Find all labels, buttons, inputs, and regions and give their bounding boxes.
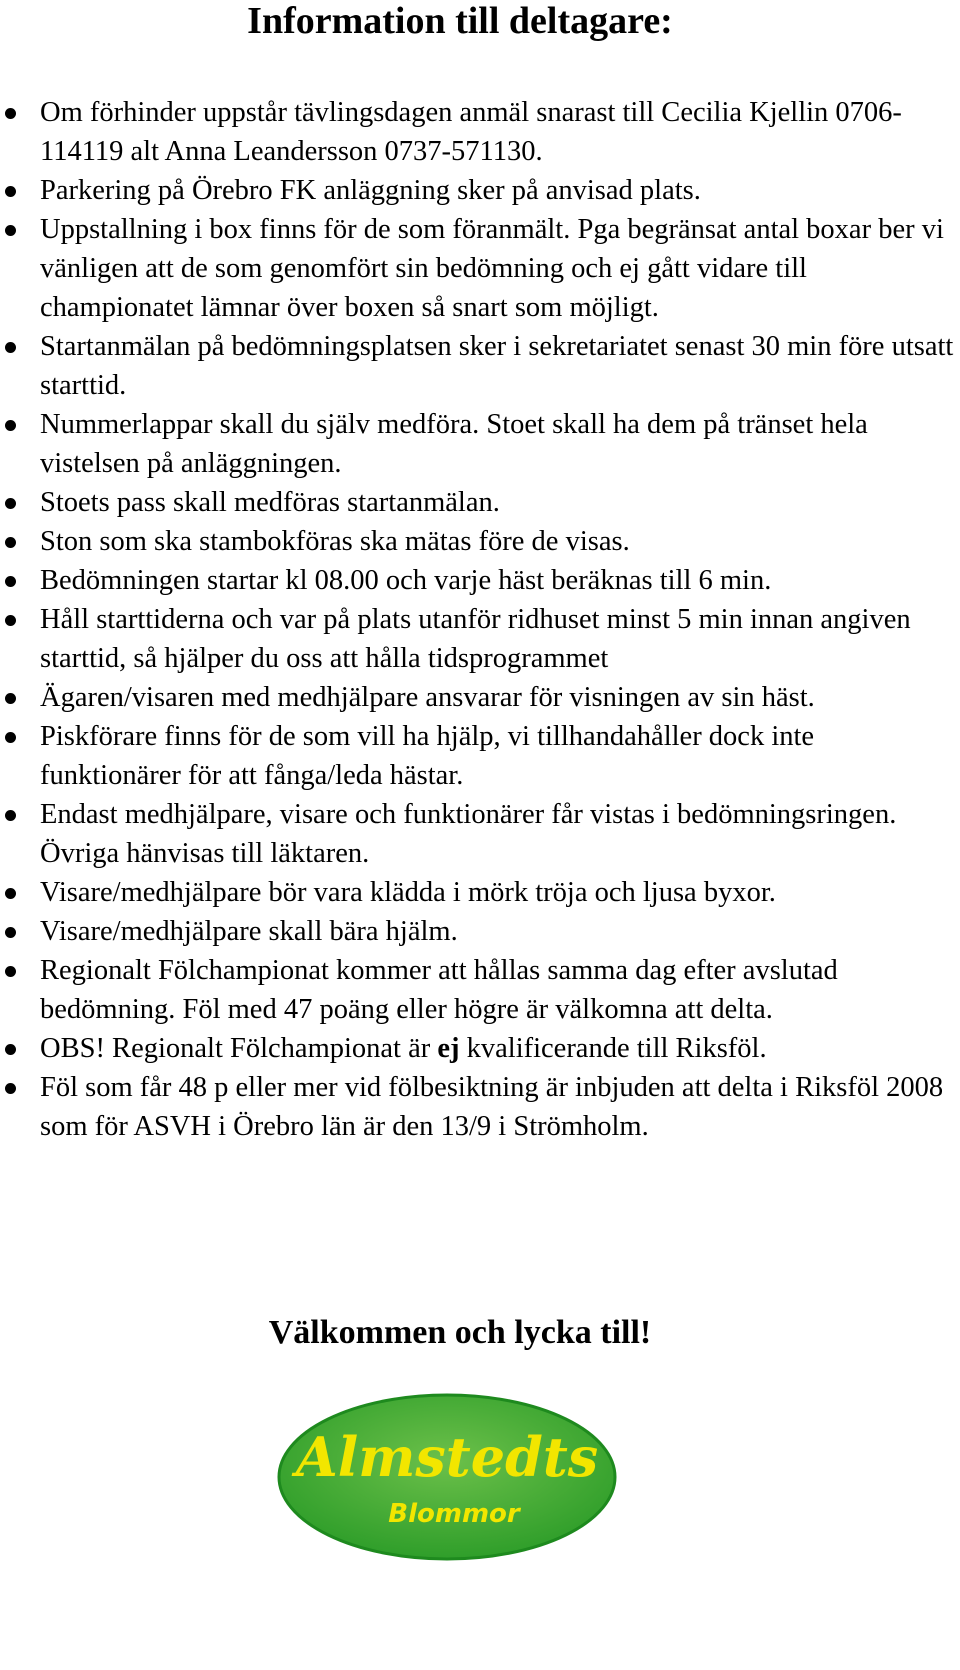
list-item-text-part: Nummerlappar skall du själv medföra. Stoet skall ha dem på tränset hela vistelsen på anläggningen. [40, 409, 868, 479]
info-list [0, 93, 960, 1146]
closing-message: Välkommen och lycka till! [268, 1314, 652, 1351]
list-item-text-part: Om förhinder uppstår tävlingsdagen anmäl snarast till Cecilia Kjellin 0706-114119 alt Anna Leandersson 0737-571130. [40, 97, 902, 167]
list-item-text-part: Föl som får 48 p eller mer vid fölbesiktning är inbjuden att delta i Riksföl 2008 som för ASVH i Örebro län är den 13/9 i Strömholm. [40, 1072, 944, 1142]
bullet-icon [5, 1044, 16, 1055]
list-item-emphasis: ej [437, 1033, 460, 1064]
logo-graphic [276, 1392, 618, 1562]
page-title: Information till deltagare: [247, 0, 673, 42]
list-item [0, 873, 960, 912]
list-item [0, 405, 960, 483]
list-item [0, 717, 960, 795]
list-item-text [40, 682, 815, 713]
list-item-text [40, 175, 701, 206]
bullet-icon [5, 342, 16, 353]
list-item-text [40, 409, 868, 479]
list-item [0, 483, 960, 522]
list-item-text-part: Ägaren/visaren med medhjälpare ansvarar för visningen av sin häst. [40, 682, 815, 713]
logo-subtitle: Blommor [388, 1499, 520, 1529]
list-item-text-part: Endast medhjälpare, visare och funktionärer får vistas i bedömningsringen. Övriga hänvisas till läktaren. [40, 799, 897, 869]
list-item [0, 951, 960, 1029]
list-item-text-part: Ston som ska stambokföras ska mätas före de visas. [40, 526, 630, 557]
list-item-text [40, 331, 953, 401]
bullet-icon [5, 888, 16, 899]
list-item-text [40, 721, 814, 791]
list-item-text [40, 565, 771, 596]
list-item [0, 1068, 960, 1146]
list-item-text [40, 214, 944, 323]
list-item [0, 171, 960, 210]
bullet-icon [5, 966, 16, 977]
list-item-text-part: Startanmälan på bedömningsplatsen sker i sekretariatet senast 30 min före utsatt starttid. [40, 331, 954, 401]
bullet-icon [5, 108, 16, 119]
bullet-icon [5, 498, 16, 509]
bullet-icon [5, 732, 16, 743]
list-item-text [40, 799, 896, 869]
bullet-icon [5, 420, 16, 431]
bullet-icon [5, 186, 16, 197]
bullet-icon [5, 225, 16, 236]
list-item-text-part: Stoets pass skall medföras startanmälan. [40, 487, 500, 518]
list-item [0, 912, 960, 951]
list-item-text [40, 97, 902, 167]
list-item [0, 210, 960, 327]
list-item [0, 795, 960, 873]
bullet-icon [5, 537, 16, 548]
list-item-text [40, 1033, 767, 1064]
bullet-icon [5, 615, 16, 626]
list-item-text [40, 955, 838, 1025]
list-item [0, 678, 960, 717]
list-item-text-part: Piskförare finns för de som vill ha hjälp, vi tillhandahåller dock inte funktionärer för att fånga/leda hästar. [40, 721, 815, 791]
list-item-text-part: Visare/medhjälpare bör vara klädda i mörk tröja och ljusa byxor. [40, 877, 776, 908]
list-item [0, 327, 960, 405]
list-item-text [40, 877, 776, 908]
list-item-text-part: Parkering på Örebro FK anläggning sker på anvisad plats. [40, 175, 701, 206]
list-item [0, 1029, 960, 1068]
list-item-text [40, 526, 630, 557]
bullet-icon [5, 927, 16, 938]
list-item [0, 522, 960, 561]
list-item-text-part: Håll starttiderna och var på plats utanför ridhuset minst 5 min innan angiven starttid, så hjälper du oss att hålla tidsprogrammet [40, 604, 911, 674]
bullet-icon [5, 693, 16, 704]
list-item-text-part: Visare/medhjälpare skall bära hjälm. [40, 916, 458, 947]
bullet-icon [5, 576, 16, 587]
list-item-text-part: kvalificerande till Riksföl. [459, 1033, 767, 1064]
list-item-text-part: Regionalt Fölchampionat kommer att hållas samma dag efter avslutad bedömning. Föl med 47 poäng eller högre är välkomna att delta. [40, 955, 838, 1025]
list-item-text [40, 487, 500, 518]
list-item [0, 93, 960, 171]
list-item-text-part: OBS! Regionalt Fölchampionat är [40, 1033, 438, 1064]
list-item [0, 561, 960, 600]
list-item [0, 600, 960, 678]
list-item-text [40, 916, 458, 947]
bullet-icon [5, 810, 16, 821]
list-item-text [40, 604, 911, 674]
list-item-text-part: Uppstallning i box finns för de som föranmält. Pga begränsat antal boxar ber vi vänligen att de som genomfört sin bedömning och ej gått vidare till championatet lämnar över boxen så snart som möjligt. [40, 214, 944, 323]
list-item-text-part: Bedömningen startar kl 08.00 och varje häst beräknas till 6 min. [40, 565, 772, 596]
almstedts-logo [276, 1392, 618, 1562]
logo-name: Almstedts [295, 1425, 599, 1489]
list-item-text [40, 1072, 943, 1142]
bullet-icon [5, 1083, 16, 1094]
